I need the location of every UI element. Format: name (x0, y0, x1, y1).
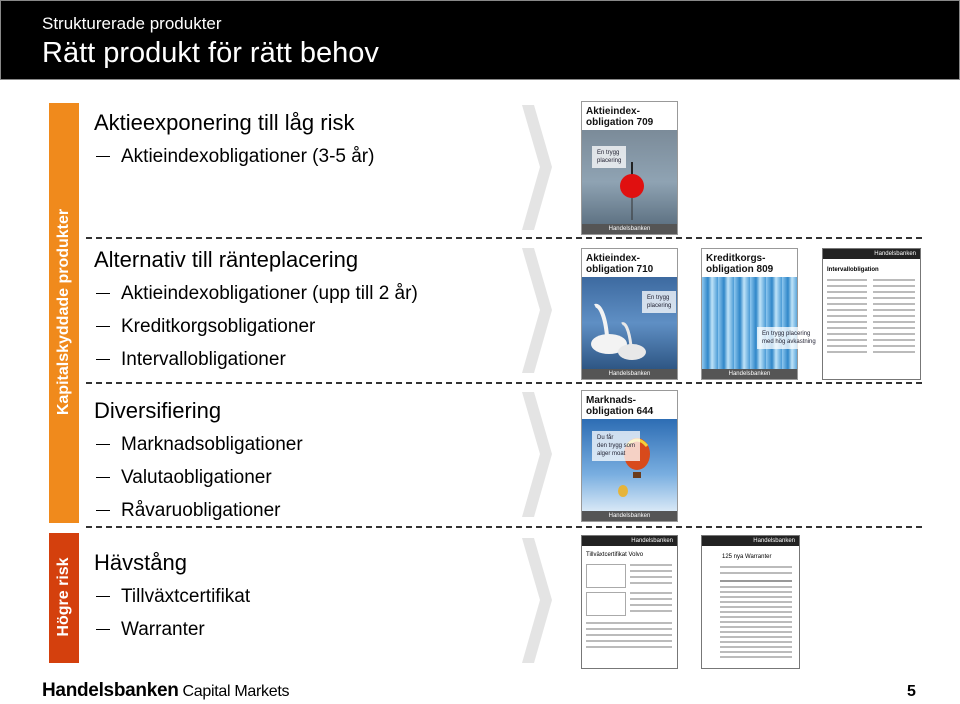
list-item: Valutaobligationer (94, 467, 272, 489)
brochure-footer: Handelsbanken (582, 511, 677, 521)
brochure-aktieindex-710 (581, 248, 678, 380)
footer-brand: Handelsbanken (42, 680, 179, 701)
document-title: 125 nya Warranter (722, 554, 772, 560)
brochure-aktieindex-709 (581, 101, 678, 235)
brochure-footer: Handelsbanken (582, 224, 677, 234)
document-brand: Handelsbanken (823, 249, 920, 259)
list-item: Marknadsobligationer (94, 434, 303, 456)
document-title: Intervallobligation (827, 267, 879, 273)
section-heading-diversification: Diversifiering (94, 398, 222, 423)
brochure-bubble: En trygg placering med hög avkastning (757, 327, 821, 349)
section-divider (86, 237, 922, 239)
page-number: 5 (907, 683, 916, 700)
list-item: Warranter (94, 619, 205, 641)
brochure-title: Aktieindex- obligation 709 (586, 106, 654, 128)
section-divider (86, 526, 922, 528)
document-brand: Handelsbanken (702, 536, 799, 546)
brochure-kreditkorg-809 (701, 248, 816, 380)
buoy-icon (612, 162, 652, 222)
section-heading-interest: Alternativ till ränteplacering (94, 247, 359, 272)
chevron-right-icon (522, 392, 552, 517)
capital-protected-bar (49, 103, 79, 523)
document-tillvaxt (581, 535, 678, 669)
footer-logo (42, 680, 289, 702)
brochure-bubble: Du får den trygg som alger moat (592, 431, 640, 461)
list-item: Aktieindexobligationer (3-5 år) (94, 146, 374, 168)
document-brand: Handelsbanken (582, 536, 677, 546)
capital-protected-label: Kapitalskyddade produkter (55, 208, 72, 416)
brochure-footer: Handelsbanken (702, 369, 797, 379)
slide-supertitle: Strukturerade produkter (42, 14, 222, 33)
brochure-bubble: En trygg placering (642, 291, 676, 313)
chevron-right-icon (522, 105, 552, 230)
list-item: Kreditkorgsobligationer (94, 316, 315, 338)
high-risk-label: Högre risk (55, 557, 72, 637)
document-title: Tillväxtcertifikat Volvo (586, 552, 644, 558)
document-warrant (701, 535, 800, 669)
list-item: Tillväxtcertifikat (94, 586, 250, 608)
brochure-bubble: En trygg placering (592, 146, 626, 168)
slide-header (0, 0, 960, 80)
list-item: Råvaruobligationer (94, 500, 281, 522)
list-item: Intervallobligationer (94, 349, 286, 371)
brochure-title: Marknads- obligation 644 (586, 395, 654, 417)
brochure-title: Kreditkorgs- obligation 809 (706, 253, 774, 275)
list-item: Aktieindexobligationer (upp till 2 år) (94, 283, 418, 305)
brochure-footer: Handelsbanken (582, 369, 677, 379)
slide-title: Rätt produkt för rätt behov (42, 37, 379, 69)
swan-icon (587, 294, 647, 364)
brochure-title: Aktieindex- obligation 710 (586, 253, 654, 275)
section-divider (86, 382, 922, 384)
document-interval (822, 248, 921, 380)
chevron-right-icon (522, 538, 552, 663)
section-heading-equity: Aktieexponering till låg risk (94, 110, 355, 135)
brochure-marknads-644 (581, 390, 678, 522)
chevron-right-icon (522, 248, 552, 373)
footer-brand-sub: Capital Markets (182, 683, 290, 700)
section-heading-leverage: Hävstång (94, 550, 187, 575)
high-risk-bar (49, 533, 79, 663)
